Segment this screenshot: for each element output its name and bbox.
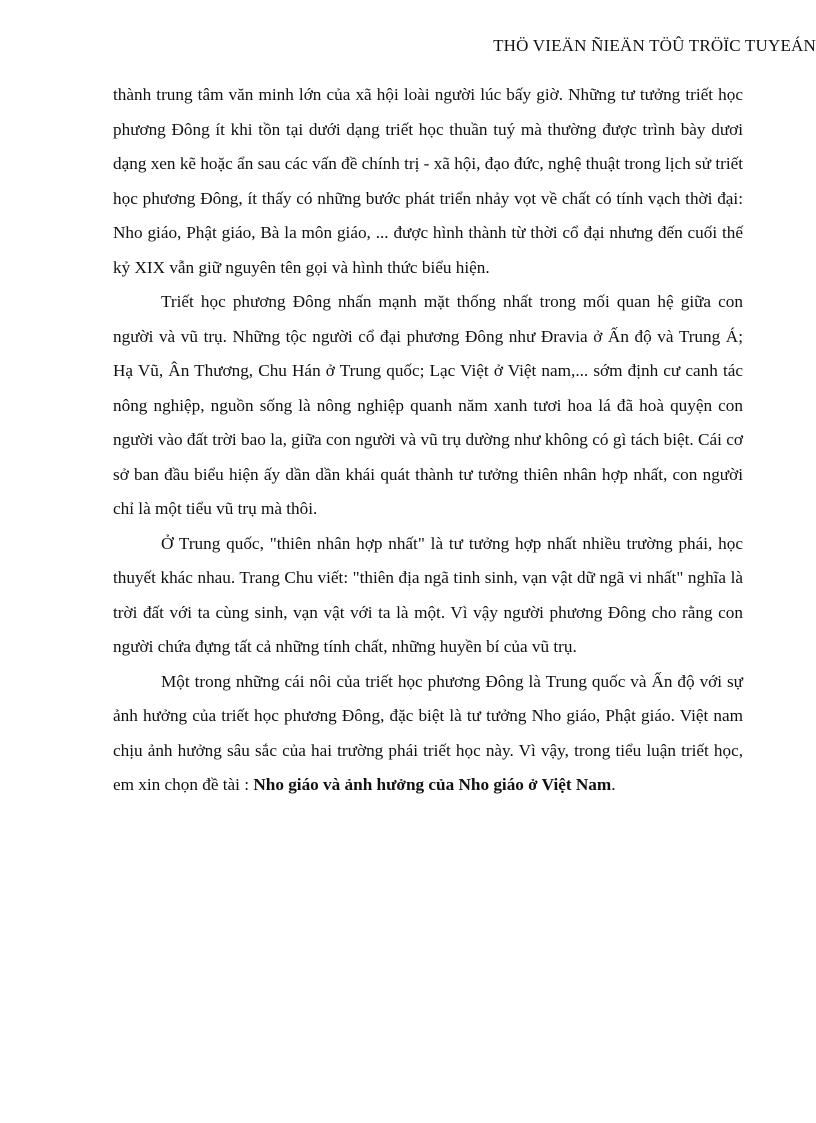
paragraph-4-text: Một trong những cái nôi của triết học phương Đông là Trung quốc và Ấn độ với sự ảnh hưởng của triết học phương Đông, đặc biệt là tư tưởng Nho giáo, Phật giáo. Việt nam chịu ảnh hưởng sâu sắc của hai trường phái triết học này. Vì vậy, trong tiểu luận triết học, em xin chọn đề tài :: [113, 671, 743, 794]
paragraph-2: Triết học phương Đông nhấn mạnh mặt thống nhất trong mối quan hệ giữa con người và vũ trụ. Những tộc người cổ đại phương Đông như Đravia ở Ấn độ và Trung Á; Hạ Vũ, Ân Thương, Chu Hán ở Trung quốc; Lạc Việt ở Việt nam,... sớm định cư canh tác nông nghiệp, nguồn sống là nông nghiệp quanh năm xanh tươi hoa lá đã hoà quyện con người vào đất trời bao la, giữa con người và vũ trụ dường như không có gì tách biệt. Cái cơ sở ban đầu biểu hiện ấy dần dần khái quát thành tư tưởng thiên nhân hợp nhất, con người chỉ là một tiểu vũ trụ mà thôi.: [113, 292, 743, 518]
paragraph-3: Ở Trung quốc, "thiên nhân hợp nhất" là tư tưởng hợp nhất nhiều trường phái, học thuyết khác nhau. Trang Chu viết: "thiên địa ngã tinh sinh, vạn vật dữ ngã vi nhất" nghĩa là trời đất với ta cùng sinh, vạn vật với ta là một. Vì vậy người phương Đông cho rằng con người chứa đựng tất cả những tính chất, những huyền bí của vũ trụ.: [113, 533, 743, 656]
paragraph-4-end: .: [611, 775, 616, 794]
paragraph-1: thành trung tâm văn minh lớn của xã hội loài người lúc bấy giờ. Những tư tưởng triết học phương Đông ít khi tồn tại dưới dạng triết học thuần tuý mà thường được trình bày dươi dạng xen kẽ hoặc ẩn sau các vấn đề chính trị - xã hội, đạo đức, nghệ thuật trong lịch sử triết học phương Đông, ít thấy có những bước phát triển nhảy vọt về chất có tính vạch thời đại: Nho giáo, Phật giáo, Bà la môn giáo, ... được hình thành từ thời cổ đại nhưng đến cuối thế kỷ XIX vẫn giữ nguyên tên gọi và hình thức biểu hiện.: [113, 85, 744, 277]
page-header: THÖ VIEÄN ÑIEÄN TÖÛ TRÖÏC TUYEÁN: [493, 36, 816, 55]
paragraph-4: [113, 665, 743, 803]
document-body: [113, 78, 743, 803]
thesis-title: Nho giáo và ảnh hưởng của Nho giáo ở Việt Nam: [253, 775, 612, 794]
